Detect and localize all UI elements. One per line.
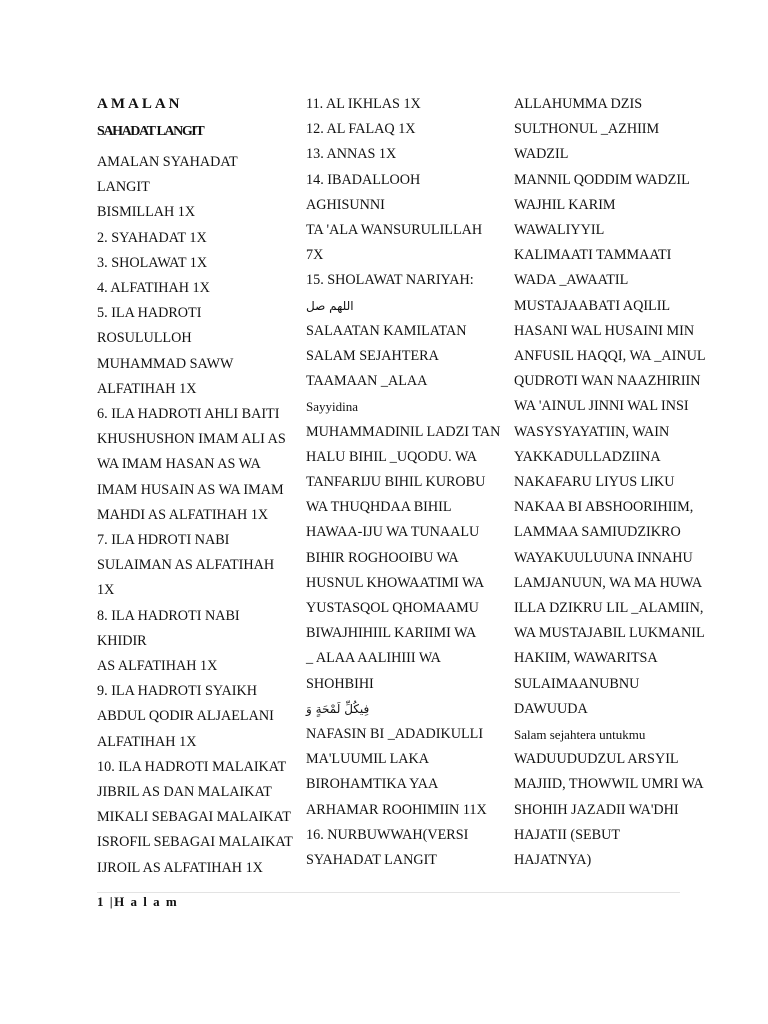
text-line: BIWAJHIHIIL KARIIMI WA bbox=[306, 625, 477, 642]
text-line: KHIDIR bbox=[97, 632, 147, 649]
text-line: BIROHAMTIKA YAA bbox=[306, 776, 439, 793]
document-subtitle: SAHADAT LANGIT bbox=[97, 124, 204, 139]
page-footer: 1 |H a l a m bbox=[97, 894, 179, 909]
text-line: KHUSHUSHON IMAM ALI AS bbox=[97, 431, 286, 448]
text-line: SALAATAN KAMILATAN bbox=[306, 322, 467, 339]
text-line: ALFATIHAH 1X bbox=[97, 733, 197, 750]
text-line: NAKAFARU LIYUS LIKU bbox=[514, 474, 675, 491]
text-line: WAYAKUULUUNA INNAHU bbox=[514, 549, 693, 566]
text-line: WAJHIL KARIM bbox=[514, 196, 616, 213]
text-column-2 bbox=[306, 92, 511, 873]
text-line: 3. SHOLAWAT 1X bbox=[97, 254, 208, 271]
text-line: 4. ALFATIHAH 1X bbox=[97, 280, 210, 297]
text-line: 5. ILA HADROTI bbox=[97, 305, 202, 322]
text-column-3 bbox=[514, 92, 719, 873]
text-line: AS ALFATIHAH 1X bbox=[97, 658, 218, 675]
text-line: JIBRIL AS DAN MALAIKAT bbox=[97, 784, 272, 801]
text-line: ALFATIHAH 1X bbox=[97, 380, 197, 397]
text-line: HASANI WAL HUSAINI MIN bbox=[514, 322, 695, 339]
text-line: 6. ILA HADROTI AHLI BAITI bbox=[97, 406, 280, 423]
text-line: TA 'ALA WANSURULILLAH bbox=[306, 222, 483, 239]
text-line: Sayyidina bbox=[306, 399, 358, 415]
text-line: ROSULULLOH bbox=[97, 330, 192, 347]
text-line: LANGIT bbox=[97, 179, 150, 196]
text-line: HAKIIM, WAWARITSA bbox=[514, 650, 658, 667]
text-line: ALLAHUMMA DZIS bbox=[514, 96, 643, 112]
text-line: SHOHBIHI bbox=[306, 675, 374, 692]
text-line: SHOHIH JAZADII WA'DHI bbox=[514, 801, 679, 818]
text-line: IJROIL AS ALFATIHAH 1X bbox=[97, 859, 263, 876]
text-line: MAJIID, THOWWIL UMRI WA bbox=[514, 776, 704, 793]
text-line: LAMMAA SAMIUDZIKRO bbox=[514, 524, 681, 541]
text-line: HALU BIHIL _UQODU. WA bbox=[306, 448, 478, 465]
text-line: WAWALIYYIL bbox=[514, 222, 605, 239]
text-line: 11. AL IKHLAS 1X bbox=[306, 96, 421, 112]
text-line: _ ALAA AALIHIII WA bbox=[306, 650, 441, 667]
text-line: 12. AL FALAQ 1X bbox=[306, 121, 416, 138]
text-line: MANNIL QODDIM WADZIL bbox=[514, 171, 690, 188]
text-line: 8. ILA HADROTI NABI bbox=[97, 607, 240, 624]
text-line: MAHDI AS ALFATIHAH 1X bbox=[97, 506, 269, 523]
text-line: IMAM HUSAIN AS WA IMAM bbox=[97, 481, 284, 498]
text-line: 14. IBADALLOOH bbox=[306, 171, 421, 188]
text-column-1 bbox=[97, 92, 302, 881]
text-line: MA'LUUMIL LAKA bbox=[306, 751, 430, 768]
text-line: Salam sejahtera untukmu bbox=[514, 727, 646, 743]
text-line: DAWUUDA bbox=[514, 700, 588, 717]
text-line: 13. ANNAS 1X bbox=[306, 146, 397, 163]
text-line: HAWAA-IJU WA TUNAALU bbox=[306, 524, 480, 541]
text-line: HAJATII (SEBUT bbox=[514, 826, 621, 843]
text-line: MUSTAJAABATI AQILIL bbox=[514, 297, 671, 314]
text-line: YAKKADULLADZIINA bbox=[514, 448, 661, 465]
text-line: MUHAMMAD SAWW bbox=[97, 355, 234, 372]
text-line: WA MUSTAJABIL LUKMANIL bbox=[514, 625, 705, 642]
text-line: ANFUSIL HAQQI, WA _AINUL bbox=[514, 348, 706, 365]
text-line: WADZIL bbox=[514, 146, 569, 163]
text-line: ILLA DZIKRU LIL _ALAMIIN, bbox=[514, 600, 704, 617]
text-line: 1X bbox=[97, 582, 115, 599]
text-line: 10. ILA HADROTI MALAIKAT bbox=[97, 758, 287, 775]
text-line: ARHAMAR ROOHIMIIN 11X bbox=[306, 801, 487, 818]
footer-divider bbox=[97, 892, 680, 893]
text-line: WA IMAM HASAN AS WA bbox=[97, 456, 261, 473]
text-line: 2. SYAHADAT 1X bbox=[97, 229, 207, 246]
text-line: 9. ILA HADROTI SYAIKH bbox=[97, 683, 257, 700]
text-line: 16. NURBUWWAH(VERSI bbox=[306, 826, 469, 843]
text-line: ISROFIL SEBAGAI MALAIKAT bbox=[97, 834, 293, 851]
text-line: ABDUL QODIR ALJAELANI bbox=[97, 708, 274, 725]
text-line: TAAMAAN _ALAA bbox=[306, 373, 428, 390]
text-line: SYAHADAT LANGIT bbox=[306, 852, 437, 869]
text-line: SULTHONUL _AZHIIM bbox=[514, 121, 660, 138]
text-line: SULAIMAN AS ALFATIHAH bbox=[97, 557, 275, 574]
text-line: NAKAA BI ABSHOORIHIIM, bbox=[514, 499, 694, 516]
text-line: LAMJANUUN, WA MA HUWA bbox=[514, 574, 703, 591]
text-line: YUSTASQOL QHOMAAMU bbox=[306, 600, 479, 617]
text-line: AMALAN SYAHADAT bbox=[97, 154, 238, 170]
text-line: KALIMAATI TAMMAATI bbox=[514, 247, 672, 264]
text-line: BISMILLAH 1X bbox=[97, 204, 196, 221]
text-line: TANFARIJU BIHIL KUROBU bbox=[306, 474, 486, 491]
document-title: AMALAN bbox=[97, 96, 183, 112]
text-line: MUHAMMADINIL LADZI TAN bbox=[306, 423, 501, 440]
text-line: WA 'AINUL JINNI WAL INSI bbox=[514, 398, 689, 415]
text-line: اللهم صل bbox=[306, 298, 354, 313]
text-line: WASYSYAYATIIN, WAIN bbox=[514, 423, 670, 440]
text-line: SULAIMAANUBNU bbox=[514, 675, 640, 692]
text-line: WADA _AWAATIL bbox=[514, 272, 629, 289]
text-line: 15. SHOLAWAT NARIYAH: bbox=[306, 272, 474, 289]
text-line: WADUUDUDZUL ARSYIL bbox=[514, 751, 679, 768]
text-line: AGHISUNNI bbox=[306, 196, 385, 213]
text-line: 7. ILA HDROTI NABI bbox=[97, 532, 230, 549]
text-line: SALAM SEJAHTERA bbox=[306, 348, 439, 365]
text-line: 7X bbox=[306, 247, 324, 264]
text-line: HUSNUL KHOWAATIMI WA bbox=[306, 574, 485, 591]
text-line: QUDROTI WAN NAAZHIRIIN bbox=[514, 373, 701, 390]
text-line: BIHIR ROGHOOIBU WA bbox=[306, 549, 459, 566]
text-line: WA THUQHDAA BIHIL bbox=[306, 499, 452, 516]
text-line: فِيكُلِّ لَمْحَةٍ وَ bbox=[306, 701, 370, 716]
text-line: HAJATNYA) bbox=[514, 852, 592, 869]
text-line: MIKALI SEBAGAI MALAIKAT bbox=[97, 809, 291, 826]
text-line: NAFASIN BI _ADADIKULLI bbox=[306, 726, 484, 743]
